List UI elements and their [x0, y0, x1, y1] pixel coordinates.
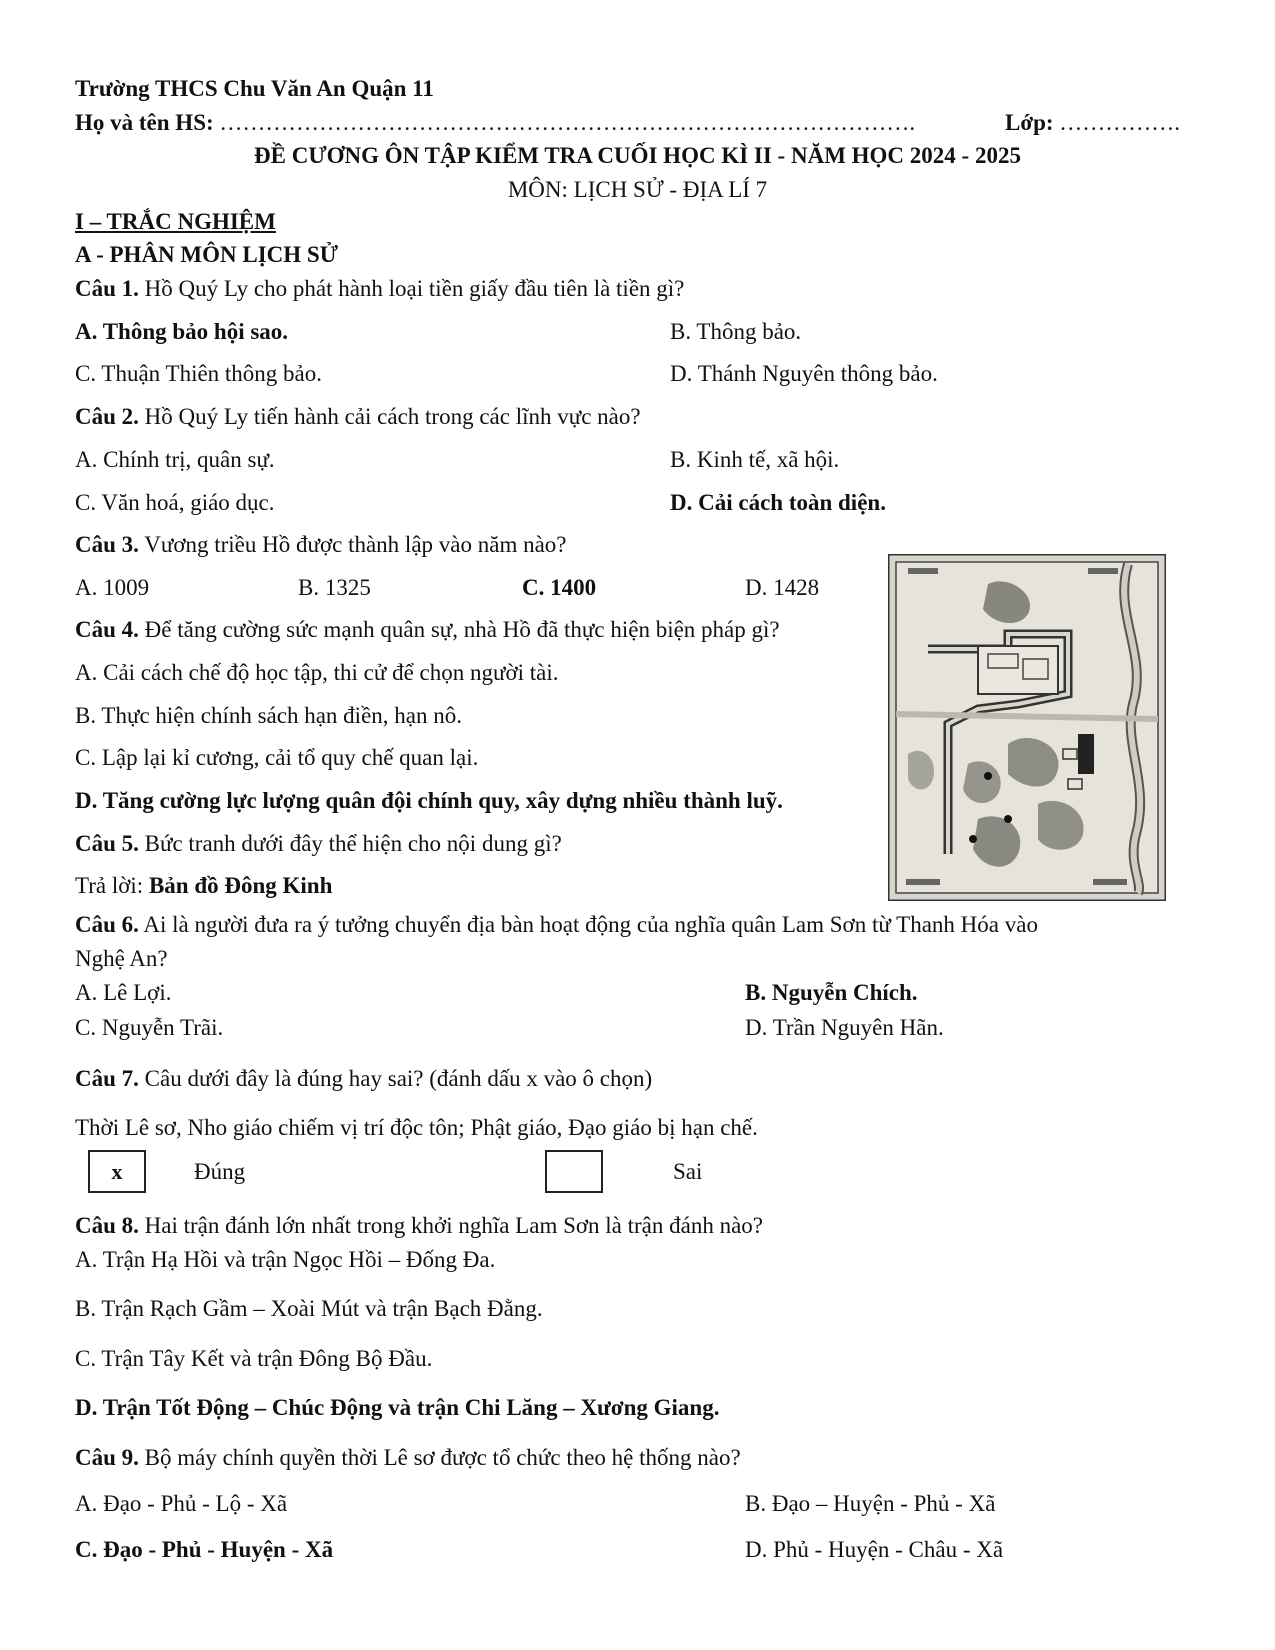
true-checkbox[interactable]: x: [88, 1150, 146, 1193]
question-number: Câu 6.: [75, 912, 139, 937]
q3-option-a: A. 1009: [75, 575, 150, 600]
question-6-continued: Nghệ An?: [75, 946, 168, 971]
question-6: [75, 913, 1038, 936]
false-label: Sai: [673, 1159, 703, 1184]
q4-option-b: B. Thực hiện chính sách hạn điền, hạn nô.: [75, 703, 462, 728]
question-number: Câu 1.: [75, 276, 139, 301]
q8-option-d: D. Trận Tốt Động – Chúc Động và trận Chi Lăng – Xương Giang.: [75, 1395, 720, 1420]
q2-option-d: D. Cải cách toàn diện.: [670, 490, 886, 515]
question-number: Câu 9.: [75, 1445, 139, 1470]
question-4: [75, 618, 780, 641]
q9-option-a: A. Đạo - Phủ - Lộ - Xã: [75, 1491, 288, 1516]
name-label: Họ và tên HS:: [75, 110, 214, 135]
question-7: [75, 1067, 652, 1090]
true-label: Đúng: [194, 1159, 246, 1184]
q6-option-c: C. Nguyễn Trãi.: [75, 1015, 224, 1040]
q6-option-d: D. Trần Nguyên Hãn.: [745, 1015, 944, 1040]
name-dots: ……………………………………………………………………………….: [219, 110, 916, 135]
school-name: Trường THCS Chu Văn An Quận 11: [75, 76, 434, 101]
q4-option-c: C. Lập lại kỉ cương, cải tổ quy chế quan lại.: [75, 745, 479, 770]
q3-option-d: D. 1428: [745, 575, 820, 600]
question-text: Để tăng cường sức mạnh quân sự, nhà Hồ đã thực hiện biện pháp gì?: [138, 617, 780, 642]
q5-answer: [75, 874, 332, 897]
dong-kinh-map-image: [888, 554, 1166, 901]
q4-option-a: A. Cải cách chế độ học tập, thi cử để chọn người tài.: [75, 660, 559, 685]
class-label: Lớp:: [1005, 110, 1054, 135]
class-line: [1005, 111, 1180, 134]
class-dots: …………….: [1059, 110, 1181, 135]
student-name-line: [75, 111, 915, 134]
answer-text: Bản đồ Đông Kinh: [148, 873, 333, 898]
question-number: Câu 8.: [75, 1213, 139, 1238]
question-number: Câu 2.: [75, 404, 139, 429]
question-9: [75, 1446, 741, 1469]
false-checkbox[interactable]: [545, 1150, 603, 1193]
question-number: Câu 5.: [75, 831, 139, 856]
section-heading: I – TRẮC NGHIỆM: [75, 209, 276, 234]
q8-option-b: B. Trận Rạch Gầm – Xoài Mút và trận Bạch Đằng.: [75, 1296, 543, 1321]
q9-option-d: D. Phủ - Huyện - Châu - Xã: [745, 1537, 1004, 1562]
question-number: Câu 7.: [75, 1066, 139, 1091]
question-text: Hai trận đánh lớn nhất trong khởi nghĩa Lam Sơn là trận đánh nào?: [138, 1213, 764, 1238]
question-text: Hồ Quý Ly cho phát hành loại tiền giấy đầu tiên là tiền gì?: [138, 276, 685, 301]
question-text: Hồ Quý Ly tiến hành cải cách trong các lĩnh vực nào?: [138, 404, 641, 429]
question-2: [75, 405, 641, 428]
q1-option-a: A. Thông bảo hội sao.: [75, 319, 289, 344]
q6-option-a: A. Lê Lợi.: [75, 980, 172, 1005]
question-1: [75, 277, 684, 300]
question-number: Câu 3.: [75, 532, 139, 557]
answer-label: Trả lời:: [75, 873, 149, 898]
question-text: Ai là người đưa ra ý tưởng chuyển địa bàn hoạt động của nghĩa quân Lam Sơn từ Thanh Hóa vào: [138, 912, 1038, 937]
q2-option-b: B. Kinh tế, xã hội.: [670, 447, 840, 472]
q6-option-b: B. Nguyễn Chích.: [745, 980, 918, 1005]
q8-option-c: C. Trận Tây Kết và trận Đông Bộ Đầu.: [75, 1346, 433, 1371]
q7-statement: Thời Lê sơ, Nho giáo chiếm vị trí độc tôn; Phật giáo, Đạo giáo bị hạn chế.: [75, 1115, 758, 1140]
question-8: [75, 1214, 763, 1237]
question-5: [75, 832, 562, 855]
document-title: ĐỀ CƯƠNG ÔN TẬP KIỂM TRA CUỐI HỌC KÌ II - NĂM HỌC 2024 - 2025: [254, 143, 1021, 168]
question-text: Câu dưới đây là đúng hay sai? (đánh dấu x vào ô chọn): [138, 1066, 653, 1091]
question-3: [75, 533, 567, 556]
q9-option-c: C. Đạo - Phủ - Huyện - Xã: [75, 1537, 334, 1562]
q2-option-c: C. Văn hoá, giáo dục.: [75, 490, 275, 515]
question-text: Bức tranh dưới đây thể hiện cho nội dung gì?: [138, 831, 562, 856]
q3-option-b: B. 1325: [298, 575, 371, 600]
q1-option-d: D. Thánh Nguyên thông bảo.: [670, 361, 938, 386]
question-text: Bộ máy chính quyền thời Lê sơ được tổ chức theo hệ thống nào?: [138, 1445, 741, 1470]
subject-title: MÔN: LỊCH SỬ - ĐỊA LÍ 7: [507, 177, 768, 202]
q1-option-c: C. Thuận Thiên thông bảo.: [75, 361, 323, 386]
q4-option-d: D. Tăng cường lực lượng quân đội chính quy, xây dựng nhiều thành luỹ.: [75, 788, 783, 813]
q2-option-a: A. Chính trị, quân sự.: [75, 447, 275, 472]
q1-option-b: B. Thông bảo.: [670, 319, 802, 344]
q9-option-b: B. Đạo – Huyện - Phủ - Xã: [745, 1491, 996, 1516]
question-text: Vương triều Hồ được thành lập vào năm nào?: [138, 532, 567, 557]
q3-option-c: C. 1400: [522, 575, 597, 600]
question-number: Câu 4.: [75, 617, 139, 642]
subsection-heading: A - PHÂN MÔN LỊCH SỬ: [75, 242, 339, 267]
q8-option-a: A. Trận Hạ Hồi và trận Ngọc Hồi – Đống Đa.: [75, 1247, 496, 1272]
